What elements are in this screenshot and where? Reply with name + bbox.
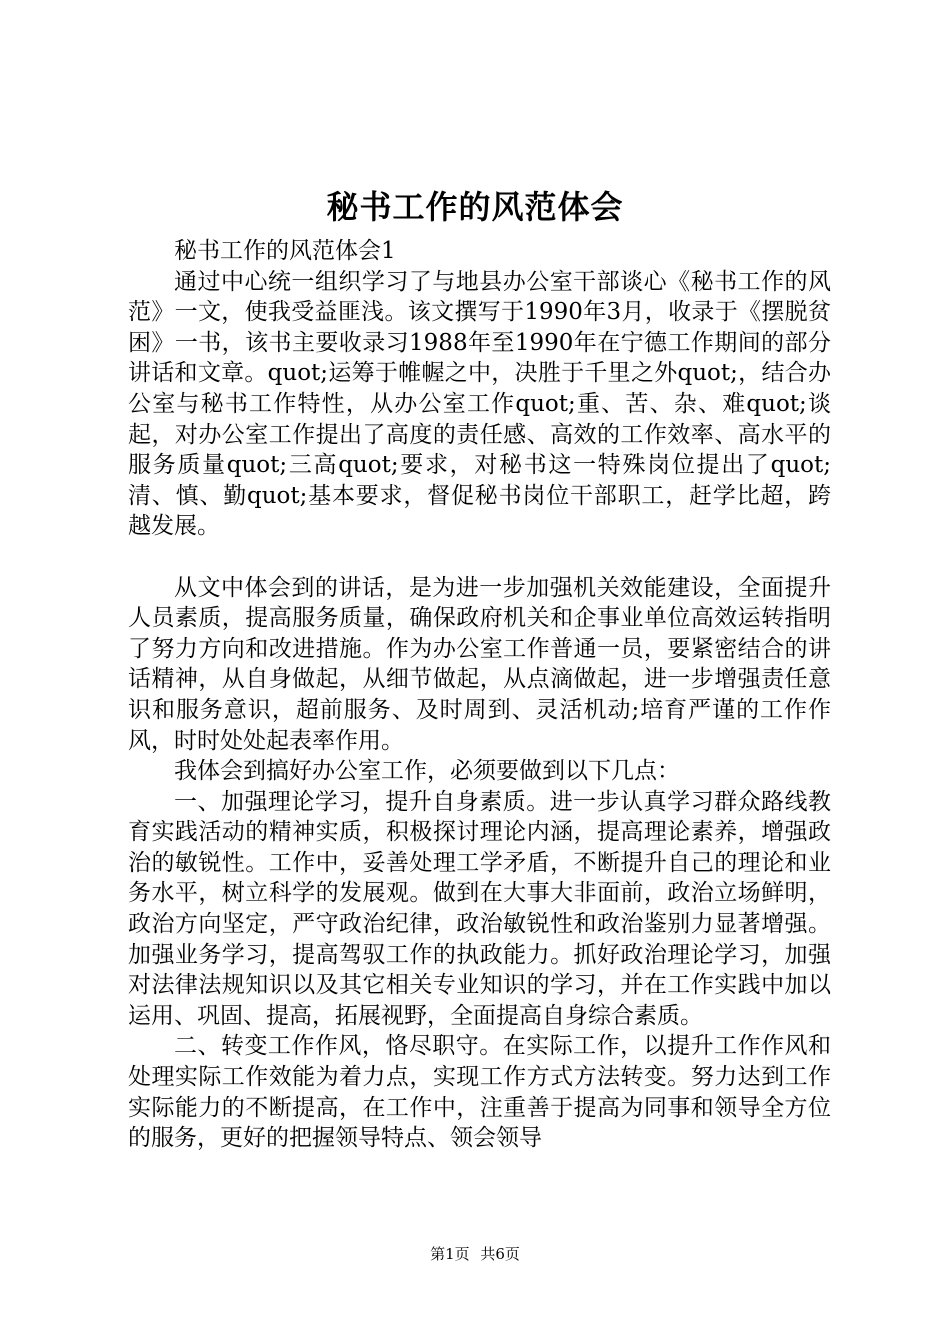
body-paragraph: 从文中体会到的讲话，是为进一步加强机关效能建设，全面提升人员素质，提高服务质量，确保政府机关和企事业单位高效运转指明了努力方向和改进措施。作为办公室工作普通一员，要紧密结合的讲话精神，从自身做起，从细节做起，从点滴做起，进一步增强责任意识和服务意识，超前服务、及时周到、灵活机动;培育严谨的工作作风，时时处处起表率作用。 bbox=[128, 574, 831, 754]
page-total: 共6页 bbox=[480, 1245, 520, 1263]
body-paragraph: 我体会到搞好办公室工作，必须要做到以下几点： bbox=[174, 758, 680, 785]
body-paragraph: 一、加强理论学习，提升自身素质。进一步认真学习群众路线教育实践活动的精神实质，积极探讨理论内涵，提高理论素养，增强政治的敏锐性。工作中，妥善处理工学矛盾，不断提升自己的理论和业务水平，树立科学的发展观。做到在大事大非面前，政治立场鲜明，政治方向坚定，严守政治纪律，政治敏锐性和政治鉴别力显著增强。加强业务学习，提高驾驭工作的执政能力。抓好政治理论学习，加强对法律法规知识以及其它相关专业知识的学习，并在工作实践中加以运用、巩固、提高，拓展视野，全面提高自身综合素质。 bbox=[128, 788, 831, 1029]
document-body bbox=[128, 236, 831, 1154]
page-number: 第1页 bbox=[430, 1245, 470, 1263]
document-title: 秘书工作的风范体会 bbox=[326, 188, 624, 226]
subtitle-paragraph: 秘书工作的风范体会1 bbox=[174, 238, 396, 264]
page-footer bbox=[0, 1243, 950, 1264]
body-paragraph: 通过中心统一组织学习了与地县办公室干部谈心《秘书工作的风范》一文，使我受益匪浅。该文撰写于1990年3月，收录于《摆脱贫困》一书，该书主要收录习1988年至1990年在宁德工作期间的部分讲话和文章。quot;运筹于帷幄之中，决胜于千里之外quot;，结合办公室与秘书工作特性，从办公室工作quot;重、苦、杂、难quot;谈起，对办公室工作提出了高度的责任感、高效的工作效率、高水平的服务质量quot;三高quot;要求，对秘书这一特殊岗位提出了quot;清、慎、勤quot;基本要求，督促秘书岗位干部职工，赶学比超，跨越发展。 bbox=[128, 268, 831, 540]
body-paragraph: 二、转变工作作风，恪尽职守。在实际工作，以提升工作作风和处理实际工作效能为着力点，实现工作方式方法转变。努力达到工作实际能力的不断提高，在工作中，注重善于提高为同事和领导全方位的服务，更好的把握领导特点、领会领导 bbox=[128, 1033, 831, 1152]
